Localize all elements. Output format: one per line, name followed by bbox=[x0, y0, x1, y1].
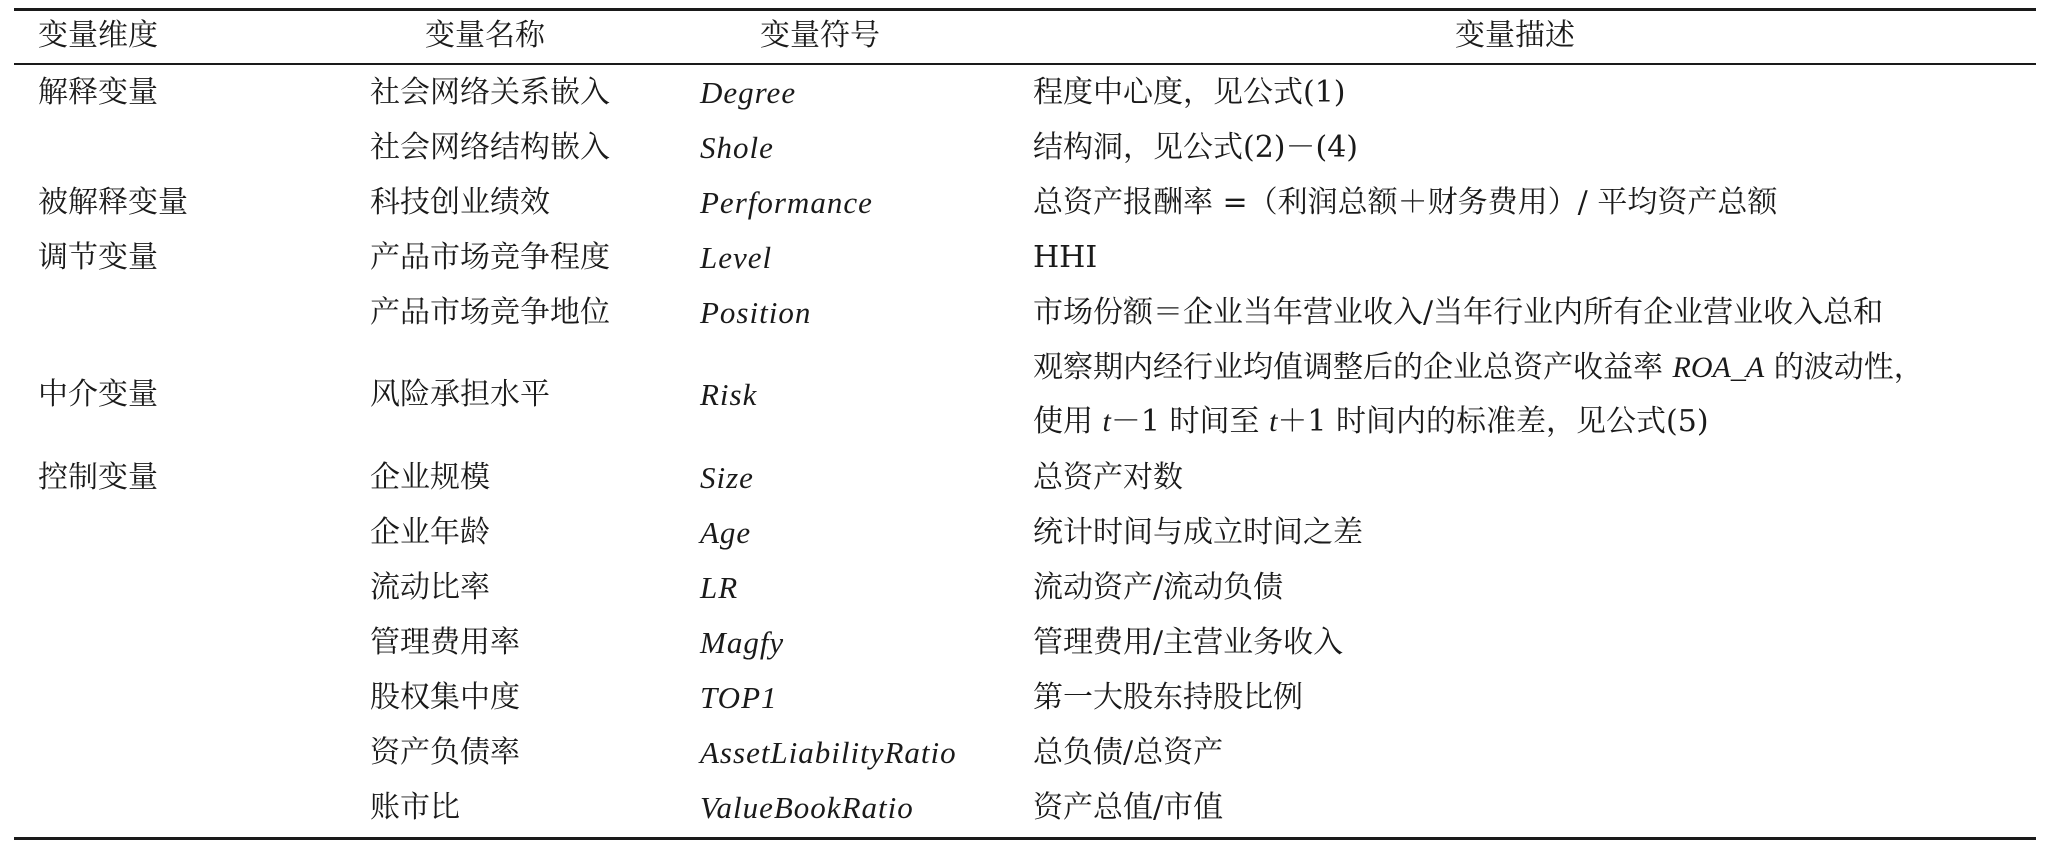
row-dimension: 调节变量 bbox=[38, 240, 158, 275]
row-symbol: Position bbox=[700, 295, 812, 330]
row-symbol: Magfy bbox=[700, 625, 785, 660]
row-symbol: Age bbox=[700, 515, 752, 550]
desc-text: 的波动性， bbox=[1773, 350, 1924, 385]
row-description: 第一大股东持股比例 bbox=[1033, 680, 1303, 715]
row-symbol: LR bbox=[700, 570, 739, 605]
desc-text: －1 时间至 bbox=[1110, 404, 1260, 439]
row-name: 社会网络结构嵌入 bbox=[370, 130, 610, 165]
row-name: 产品市场竞争地位 bbox=[370, 295, 610, 330]
desc-text: 使用 bbox=[1033, 404, 1093, 439]
row-dimension: 中介变量 bbox=[38, 377, 158, 412]
table-header-rule bbox=[14, 63, 2036, 65]
row-description: 结构洞，见公式(2)－(4) bbox=[1033, 130, 1358, 165]
row-name: 风险承担水平 bbox=[370, 377, 550, 412]
row-symbol: Shole bbox=[700, 130, 774, 165]
table-bottom-rule bbox=[14, 837, 2036, 840]
desc-variable: t bbox=[1102, 405, 1111, 438]
row-symbol: Size bbox=[700, 460, 754, 495]
desc-text: 观察期内经行业均值调整后的企业总资产收益率 bbox=[1033, 350, 1663, 385]
row-name: 管理费用率 bbox=[370, 625, 520, 660]
row-dimension: 控制变量 bbox=[38, 460, 158, 495]
header-name: 变量名称 bbox=[425, 18, 545, 53]
row-dimension: 解释变量 bbox=[38, 75, 158, 110]
row-description-line2 bbox=[1033, 404, 1709, 440]
row-description: 总资产对数 bbox=[1033, 460, 1183, 495]
row-name: 社会网络关系嵌入 bbox=[370, 75, 610, 110]
row-description-line1 bbox=[1033, 350, 1924, 386]
row-description: 程度中心度，见公式(1) bbox=[1033, 75, 1346, 110]
row-description: 管理费用/主营业务收入 bbox=[1033, 625, 1344, 660]
row-symbol: TOP1 bbox=[700, 680, 778, 715]
row-description: 总负债/总资产 bbox=[1033, 735, 1224, 770]
row-name: 产品市场竞争程度 bbox=[370, 240, 610, 275]
row-name: 企业规模 bbox=[370, 460, 490, 495]
row-symbol: ValueBookRatio bbox=[700, 790, 914, 825]
row-description: HHI bbox=[1033, 240, 1098, 275]
header-description: 变量描述 bbox=[1455, 18, 1575, 53]
row-symbol: Risk bbox=[700, 377, 758, 412]
header-dimension: 变量维度 bbox=[38, 18, 158, 53]
desc-variable: ROA_A bbox=[1672, 351, 1765, 384]
row-description: 流动资产/流动负债 bbox=[1033, 570, 1284, 605]
desc-text: ＋1 时间内的标准差，见公式(5) bbox=[1277, 404, 1709, 439]
row-name: 科技创业绩效 bbox=[370, 185, 550, 220]
header-symbol: 变量符号 bbox=[760, 18, 880, 53]
row-name: 流动比率 bbox=[370, 570, 490, 605]
row-symbol: Level bbox=[700, 240, 773, 275]
row-description: 总资产报酬率 =（利润总额＋财务费用）/ 平均资产总额 bbox=[1033, 185, 1778, 220]
row-name: 股权集中度 bbox=[370, 680, 520, 715]
row-name: 企业年龄 bbox=[370, 515, 490, 550]
row-symbol: AssetLiabilityRatio bbox=[700, 735, 957, 770]
desc-variable: t bbox=[1269, 405, 1278, 438]
table-top-rule bbox=[14, 8, 2036, 11]
row-symbol: Performance bbox=[700, 185, 873, 220]
row-description: 统计时间与成立时间之差 bbox=[1033, 515, 1363, 550]
row-description: 资产总值/市值 bbox=[1033, 790, 1224, 825]
row-description: 市场份额＝企业当年营业收入/当年行业内所有企业营业收入总和 bbox=[1033, 295, 1884, 330]
row-name: 账市比 bbox=[370, 790, 460, 825]
row-name: 资产负债率 bbox=[370, 735, 520, 770]
row-symbol: Degree bbox=[700, 75, 797, 110]
row-dimension: 被解释变量 bbox=[38, 185, 188, 220]
